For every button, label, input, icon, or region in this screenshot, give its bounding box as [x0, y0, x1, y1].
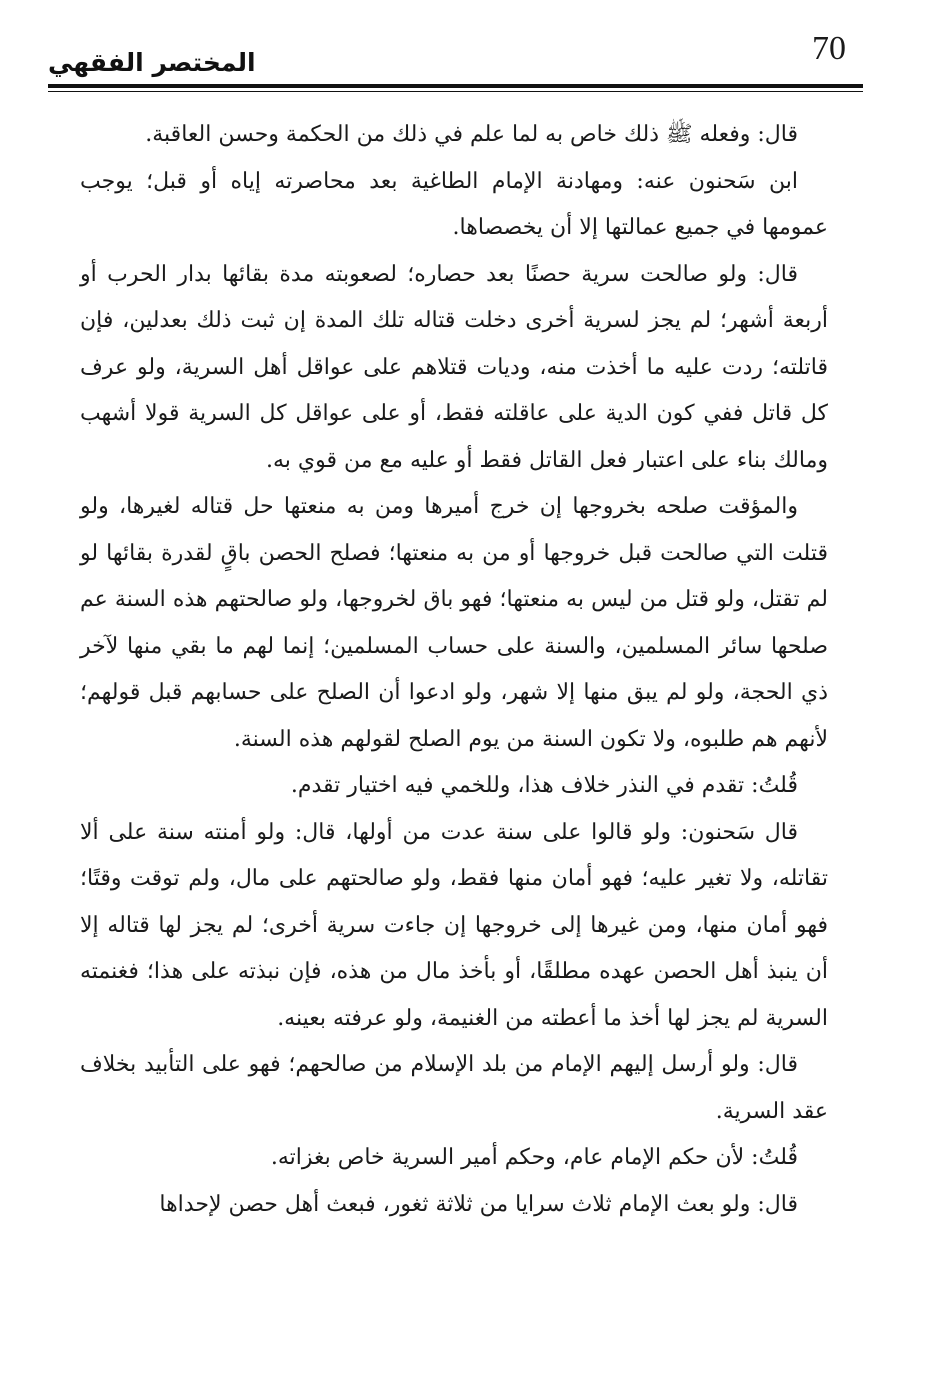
paragraph: قُلتُ: لأن حكم الإمام عام، وحكم أمير السرية خاص بغزاته. [270, 1145, 798, 1170]
paragraph: قال: وفعله ﷺ ذلك خاص به لما علم في ذلك من الحكمة وحسن العاقبة. [145, 122, 798, 147]
paragraph: قال سَحنون: ولو قالوا على سنة عدت من أولها، قال: ولو أمنته سنة على ألا تقاتله، ولا تغير عليه؛ فهو أمان منها فقط، ولو صالحتهم على مال، ولم توقت وقتًا؛ فهو أمان منها، ومن غيرها إلى خروجها إن جاءت سرية أخرى؛ لم يجز لها قتاله إلا أن ينبذ أهل الحصن عهده مطلقًا، أو بأخذ مال من هذه، فإن نبذته على هذا؛ فغنمته السرية لم يجز لها أخذ ما أعطته من الغنيمة، ولو عرفته بعينه. [80, 819, 828, 1031]
paragraph: والمؤقت صلحه بخروجها إن خرج أميرها ومن به منعتها حل قتاله لغيرها، ولو قتلت التي صالحت قبل خروجها أو من به منعتها؛ فصلح الحصن باقٍ لقدرة بقائها لو لم تقتل، ولو قتل من ليس به منعتها؛ فهو باق لخروجها، ولو صالحتهم هذه السنة عم صلحها سائر المسلمين، والسنة على حساب المسلمين؛ إنما لهم ما بقي منها لآخر ذي الحجة، ولو لم يبق منها إلا شهر، ولو ادعوا أن الصلح على حسابهم قبل قولهم؛ لأنهم هم طلبوه، ولا تكون السنة من يوم الصلح لقولهم هذه السنة. [80, 494, 828, 752]
page-number: 70 [812, 30, 846, 67]
header-rule-thin [48, 91, 863, 92]
paragraph: قُلتُ: تقدم في النذر خلاف هذا، وللخمي فيه اختيار تقدم. [290, 773, 798, 798]
paragraph: قال: ولو أرسل إليهم الإمام من بلد الإسلام من صالحهم؛ فهو على التأبيد بخلاف عقد السرية. [80, 1052, 828, 1124]
paragraph: قال: ولو بعث الإمام ثلاث سرايا من ثلاثة ثغور، فبعث أهل حصن لإحداها [159, 1191, 798, 1217]
paragraph: قال: ولو صالحت سرية حصنًا بعد حصاره؛ لصعوبته مدة بقائها بدار الحرب أو أربعة أشهر؛ لم يجز لسرية أخرى دخلت قتاله تلك المدة إن ثبت ذلك بعدلين، فإن قاتلته؛ ردت عليه ما أخذت منه، وديات قتلاهم على عواقل أهل السرية، ولو عرف كل قاتل ففي كون الدية على عاقلته فقط، أو على عواقل كل السرية قولا أشهب ومالك بناء على اعتبار فعل القاتل فقط أو عليه مع من قوي به. [80, 261, 828, 473]
paragraph: ابن سَحنون عنه: ومهادنة الإمام الطاغية بعد محاصرته إياه أو قبل؛ يوجب عمومها في جميع عمالتها إلا أن يخصصاها. [80, 168, 828, 240]
header-rule-thick [48, 84, 863, 88]
page-body [80, 112, 828, 1228]
running-title: المختصر الفقهي [48, 48, 256, 77]
